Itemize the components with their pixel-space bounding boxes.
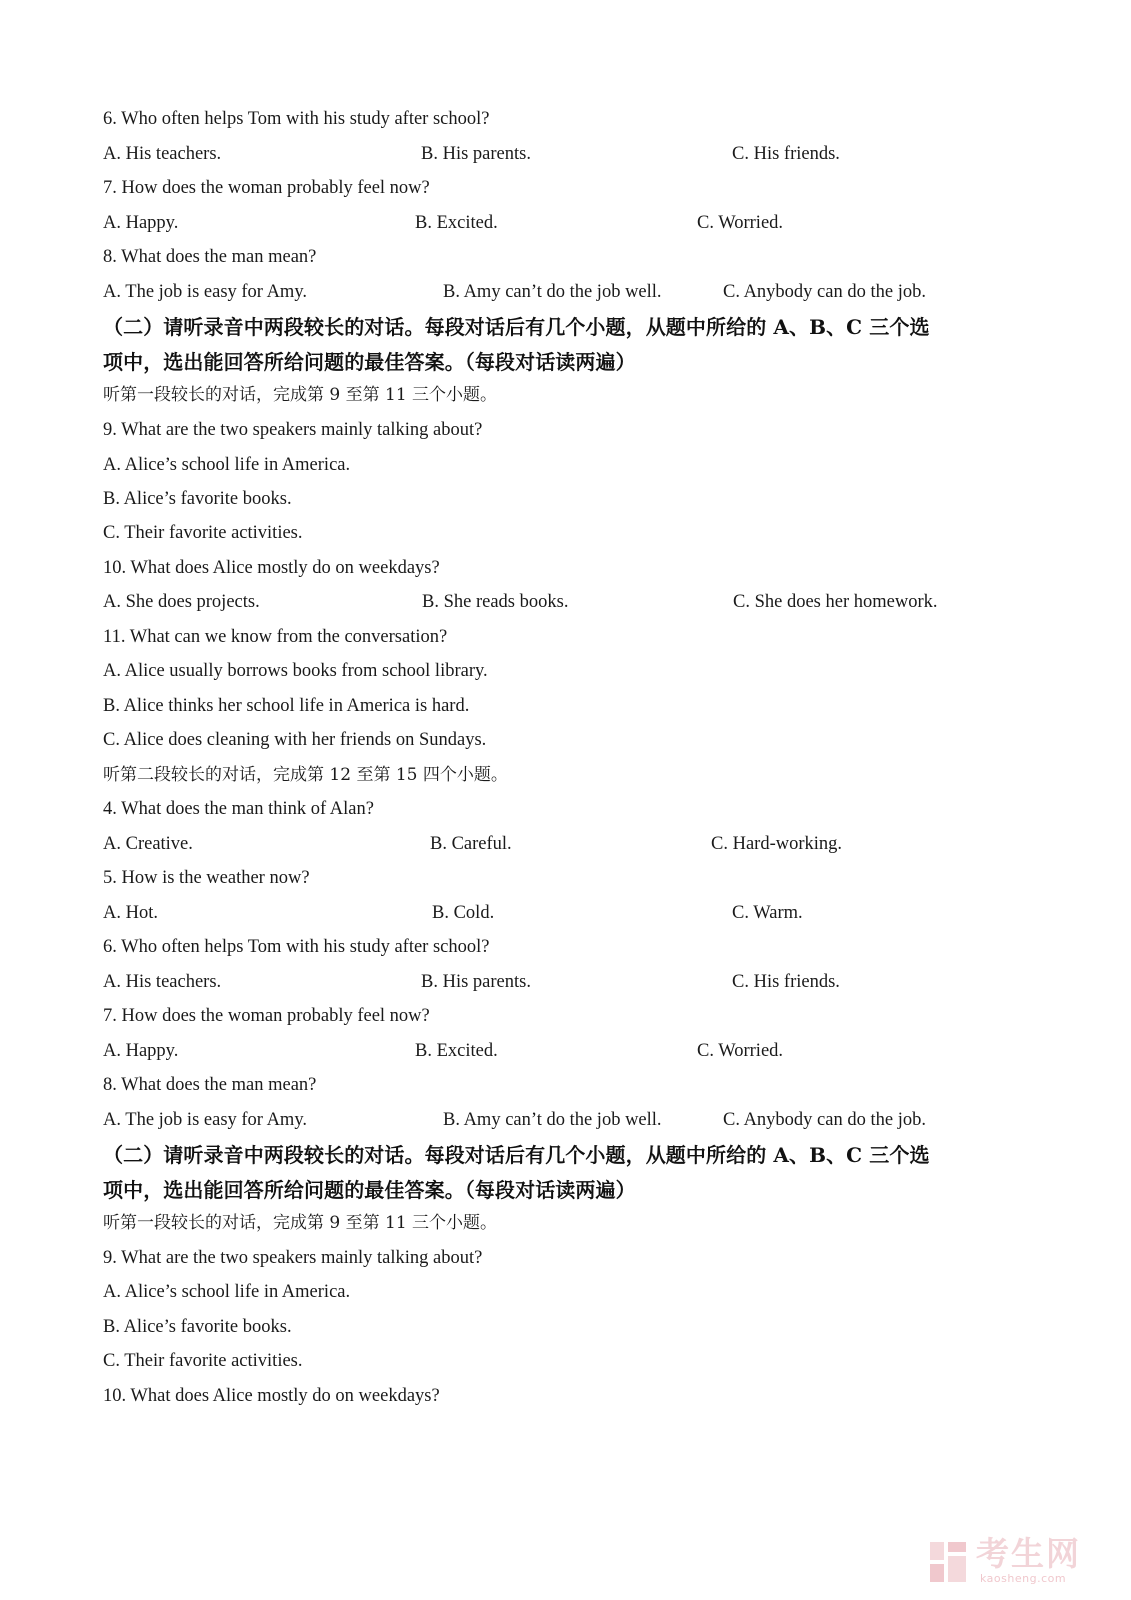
option-b: B. His parents. <box>421 972 531 992</box>
question-stem-text: 10. What does Alice mostly do on weekdays? <box>103 558 440 578</box>
options-row <box>103 1103 1043 1137</box>
question-stem <box>103 620 1043 654</box>
option-a: A. The job is easy for Amy. <box>103 1110 307 1130</box>
option-c: C. Worried. <box>697 1041 784 1061</box>
option-b: B. Excited. <box>415 1041 498 1061</box>
options-row <box>103 827 1043 861</box>
option-b: B. His parents. <box>421 144 531 164</box>
option-a: A. She does projects. <box>103 592 260 612</box>
section-heading <box>103 1138 1028 1207</box>
question-stem <box>103 1241 1043 1275</box>
option-c: C. His friends. <box>732 144 840 164</box>
question-stem <box>103 999 1043 1033</box>
question-stem-text: 8. What does the man mean? <box>103 1075 317 1095</box>
question-stem-text: 6. Who often helps Tom with his study after school? <box>103 109 490 129</box>
options-row <box>103 1034 1043 1068</box>
option-a: A. Alice’s school life in America. <box>103 1282 351 1302</box>
question-stem <box>103 792 1043 826</box>
question-stem-text: 5. How is the weather now? <box>103 868 310 888</box>
question-stem-text: 11. What can we know from the conversation? <box>103 627 448 647</box>
question-stem-text: 10. What does Alice mostly do on weekdays? <box>103 1386 440 1406</box>
option-c: C. Anybody can do the job. <box>723 1110 926 1130</box>
option-b: B. Amy can’t do the job well. <box>443 282 662 302</box>
section-heading <box>103 310 1028 379</box>
option-c: C. Worried. <box>697 213 784 233</box>
options-row <box>103 137 1043 171</box>
cross-logo-icon <box>928 1538 968 1584</box>
option-a: A. Happy. <box>103 213 179 233</box>
section-heading-line-2: 项中，选出能回答所给问题的最佳答案。（每段对话读两遍） <box>103 349 636 374</box>
option-c: C. Their favorite activities. <box>103 523 303 543</box>
question-stem-text: 7. How does the woman probably feel now? <box>103 178 430 198</box>
question-stem-text: 8. What does the man mean? <box>103 247 317 267</box>
option-b: B. Careful. <box>430 834 512 854</box>
option-c: C. His friends. <box>732 972 840 992</box>
option-c: C. Anybody can do the job. <box>723 282 926 302</box>
instruction: 听第一段较长的对话，完成第 9 至第 11 三个小题。 <box>103 385 498 405</box>
options-row <box>103 585 1043 619</box>
option-b: B. Amy can’t do the job well. <box>443 1110 662 1130</box>
question-stem-text: 9. What are the two speakers mainly talking about? <box>103 1248 483 1268</box>
option-a: A. Hot. <box>103 903 158 923</box>
option-b: B. Alice thinks her school life in America is hard. <box>103 696 470 716</box>
question-stem <box>103 240 1043 274</box>
logo-block-bl <box>930 1564 944 1582</box>
option-a: A. His teachers. <box>103 972 222 992</box>
option-a: A. Alice’s school life in America. <box>103 455 351 475</box>
question-stem <box>103 551 1043 585</box>
option-b: B. Cold. <box>432 903 495 923</box>
options-row <box>103 206 1043 240</box>
question-stem-text: 4. What does the man think of Alan? <box>103 799 374 819</box>
question-stem <box>103 1379 1043 1413</box>
option-c: C. Alice does cleaning with her friends on Sundays. <box>103 730 487 750</box>
option-a: A. Alice usually borrows books from school library. <box>103 661 488 681</box>
question-stem-text: 6. Who often helps Tom with his study after school? <box>103 937 490 957</box>
question-stem <box>103 930 1043 964</box>
question-stem-text: 9. What are the two speakers mainly talking about? <box>103 420 483 440</box>
instruction: 听第二段较长的对话，完成第 12 至第 15 四个小题。 <box>103 765 508 785</box>
options-row <box>103 965 1043 999</box>
option-c: C. Warm. <box>732 903 803 923</box>
question-stem <box>103 1068 1043 1102</box>
option-c: C. Their favorite activities. <box>103 1351 303 1371</box>
option-c: C. She does her homework. <box>733 592 938 612</box>
option-a: A. His teachers. <box>103 144 222 164</box>
section-heading-line-1: （二）请听录音中两段较长的对话。每段对话后有几个小题，从题中所给的 A、B、C 三个选 <box>103 315 930 339</box>
instruction: 听第一段较长的对话，完成第 9 至第 11 三个小题。 <box>103 1213 498 1233</box>
section-heading-line-2: 项中，选出能回答所给问题的最佳答案。（每段对话读两遍） <box>103 1177 636 1202</box>
option-a: A. Happy. <box>103 1041 179 1061</box>
question-stem-text: 7. How does the woman probably feel now? <box>103 1006 430 1026</box>
watermark-text: 考生网 <box>976 1534 1081 1573</box>
option-b: B. Excited. <box>415 213 498 233</box>
option-b: B. She reads books. <box>422 592 569 612</box>
logo-block-br <box>948 1556 966 1582</box>
question-stem <box>103 171 1043 205</box>
watermark <box>928 1536 1118 1588</box>
option-a: A. Creative. <box>103 834 193 854</box>
question-stem <box>103 861 1043 895</box>
logo-block-tr <box>948 1542 966 1552</box>
logo-block-tl <box>930 1542 944 1560</box>
option-b: B. Alice’s favorite books. <box>103 489 292 509</box>
question-stem <box>103 413 1043 447</box>
section-heading-line-1: （二）请听录音中两段较长的对话。每段对话后有几个小题，从题中所给的 A、B、C 三个选 <box>103 1143 930 1167</box>
option-c: C. Hard-working. <box>711 834 843 854</box>
option-b: B. Alice’s favorite books. <box>103 1317 292 1337</box>
options-row <box>103 275 1043 309</box>
option-a: A. The job is easy for Amy. <box>103 282 307 302</box>
watermark-subtext: kaosheng.com <box>980 1572 1067 1585</box>
question-stem <box>103 102 1043 136</box>
options-row <box>103 896 1043 930</box>
